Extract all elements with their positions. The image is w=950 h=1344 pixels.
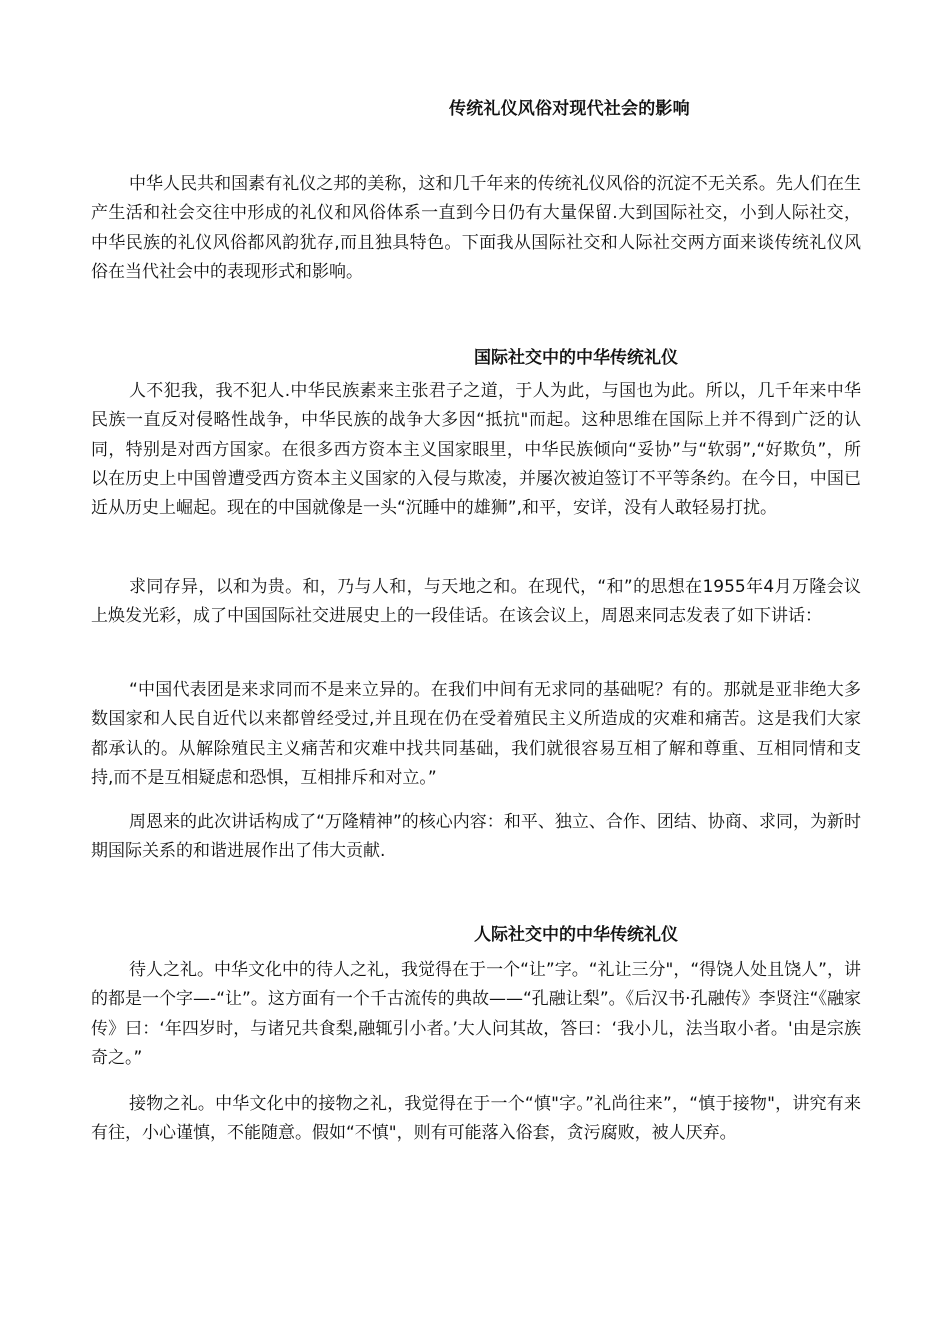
paragraph-international-1: 人不犯我，我不犯人.中华民族素来主张君子之道，于人为此，与国也为此。所以，几千年来中华民族一直反对侵略性战争，中华民族的战争大多因“抵抗"而起。这种思维在国际上并不得到广泛的认同，特别是对西方国家。在很多西方资本主义国家眼里，中华民族倾向“妥协”与“软弱”,“好欺负”，所以在历史上中国曾遭受西方资本主义国家的入侵与欺凌，并屡次被迫签订不平等条约。在今日，中国已近从历史上崛起。现在的中国就像是一头“沉睡中的雄狮”,和平，安详，没有人敢轻易打扰。 xyxy=(91,381,861,519)
paragraph-interpersonal-2: 接物之礼。中华文化中的接物之礼，我觉得在于一个“慎"字。”礼尚往来”，“慎于接物"，讲究有来有往，小心谨慎，不能随意。假如“不慎"，则有可能落入俗套，贪污腐败，被人厌弃。 xyxy=(91,1094,861,1144)
paragraph-international-quote: “中国代表团是来求同而不是来立异的。在我们中间有无求同的基础呢？有的。那就是亚非绝大多数国家和人民自近代以来都曾经受过,并且现在仍在受着殖民主义所造成的灾难和痛苦。这是我们大家都承认的。从解除殖民主义痛苦和灾难中找共同基础，我们就很容易互相了解和尊重、互相同情和支持,而不是互相疑虑和恐惧，互相排斥和对立。” xyxy=(91,680,861,788)
paragraph-international-2: 求同存异，以和为贵。和，乃与人和，与天地之和。在现代，“和”的思想在1955年4月万隆会议上焕发光彩，成了中国国际社交进展史上的一段佳话。在该会议上，周恩来同志发表了如下讲话： xyxy=(91,577,861,627)
intro-paragraph: 中华人民共和国素有礼仪之邦的美称，这和几千年来的传统礼仪风俗的沉淀不无关系。先人们在生产生活和社会交往中形成的礼仪和风俗体系一直到今日仍有大量保留.大到国际社交，小到人际社交，中华民族的礼仪风俗都风韵犹存,而且独具特色。下面我从国际社交和人际社交两方面来谈传统礼仪风俗在当代社会中的表现形式和影响。 xyxy=(91,174,861,282)
document-title: 传统礼仪风俗对现代社会的影响 xyxy=(449,99,690,119)
section-heading-international: 国际社交中的中华传统礼仪 xyxy=(474,348,678,368)
paragraph-international-3: 周恩来的此次讲话构成了“万隆精神”的核心内容：和平、独立、合作、团结、协商、求同，为新时期国际关系的和谐进展作出了伟大贡献. xyxy=(91,812,861,862)
paragraph-interpersonal-1: 待人之礼。中华文化中的待人之礼，我觉得在于一个“让”字。“礼让三分"，“得饶人处且饶人”，讲的都是一个字—-“让”。这方面有一个千古流传的典故——“孔融让梨”。《后汉书·孔融传》李贤注“《融家传》曰：‘年四岁时，与诸兄共食梨,融辄引小者。’大人问其故，答曰：‘我小儿，法当取小者。'由是宗族奇之。” xyxy=(91,960,861,1068)
section-heading-interpersonal: 人际社交中的中华传统礼仪 xyxy=(474,925,678,945)
